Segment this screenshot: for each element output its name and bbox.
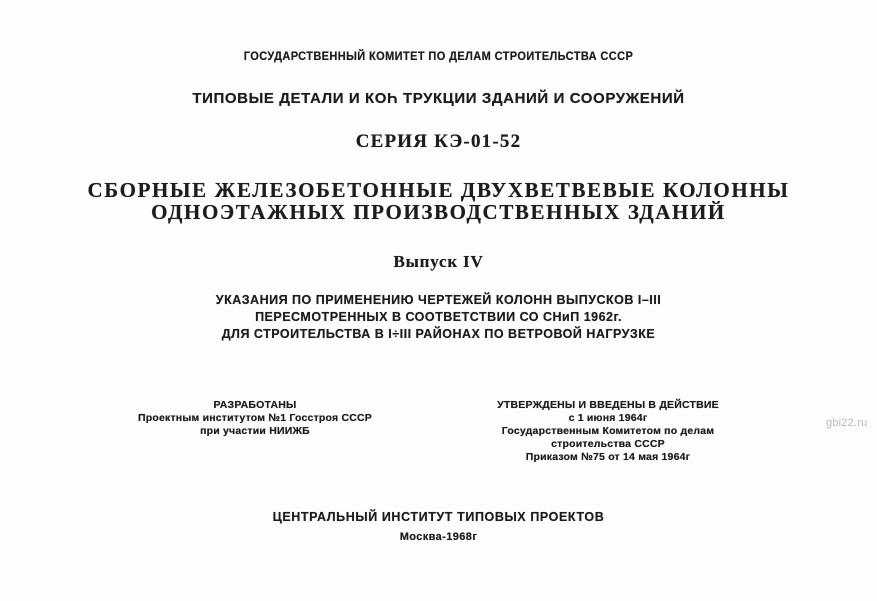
developed-line-1: Проектным институтом №1 Госстроя СССР [137,412,373,424]
developed-by-block [135,399,375,438]
approved-line-4: строительства СССР [551,438,665,450]
site-watermark: gbi22.ru [826,417,868,429]
approved-line-5: Приказом №75 от 14 мая 1964г [525,451,691,463]
committee-header: ГОСУДАРСТВЕННЫЙ КОМИТЕТ ПО ДЕЛАМ СТРОИТЕЛЬСТВА СССР [243,50,634,64]
issue-number: Выпуск IV [393,252,484,271]
approved-line-1: УТВЕРЖДЕНЫ И ВВЕДЕНЫ В ДЕЙСТВИЕ [497,399,719,411]
main-title [0,179,877,223]
application-notes-line-3: ДЛЯ СТРОИТЕЛЬСТВА В I÷III РАЙОНАХ ПО ВЕТРОВОЙ НАГРУЗКЕ [221,327,656,341]
application-notes-line-2: ПЕРЕСМОТРЕННЫХ В СООТВЕТСТВИИ СО СНиП 1962г. [255,310,622,324]
series-title: ТИПОВЫЕ ДЕТАЛИ И КОҺ ТРУКЦИИ ЗДАНИЙ И СООРУЖЕНИЙ [192,90,685,107]
main-title-line-1: СБОРНЫЕ ЖЕЛЕЗОБЕТОННЫЕ ДВУХВЕТВЕВЫЕ КОЛОННЫ [87,178,790,202]
application-notes-line-1: УКАЗАНИЯ ПО ПРИМЕНЕНИЮ ЧЕРТЕЖЕЙ КОЛОНН ВЫПУСКОВ I–III [215,293,662,307]
publisher-institute: ЦЕНТРАЛЬНЫЙ ИНСТИТУТ ТИПОВЫХ ПРОЕКТОВ [272,510,605,524]
developed-heading: РАЗРАБОТАНЫ [213,399,297,411]
approved-line-3: Государственным Комитетом по делам [501,425,715,437]
application-notes [0,292,877,343]
developed-line-2: при участии НИИЖБ [200,425,310,437]
main-title-line-2: ОДНОЭТАЖНЫХ ПРОИЗВОДСТВЕННЫХ ЗДАНИЙ [151,200,726,224]
approved-by-block [478,399,738,464]
city-year: Москва-1968г [399,531,478,543]
series-code: СЕРИЯ КЭ-01-52 [355,131,522,152]
approved-line-2: с 1 июня 1964г [568,412,648,424]
